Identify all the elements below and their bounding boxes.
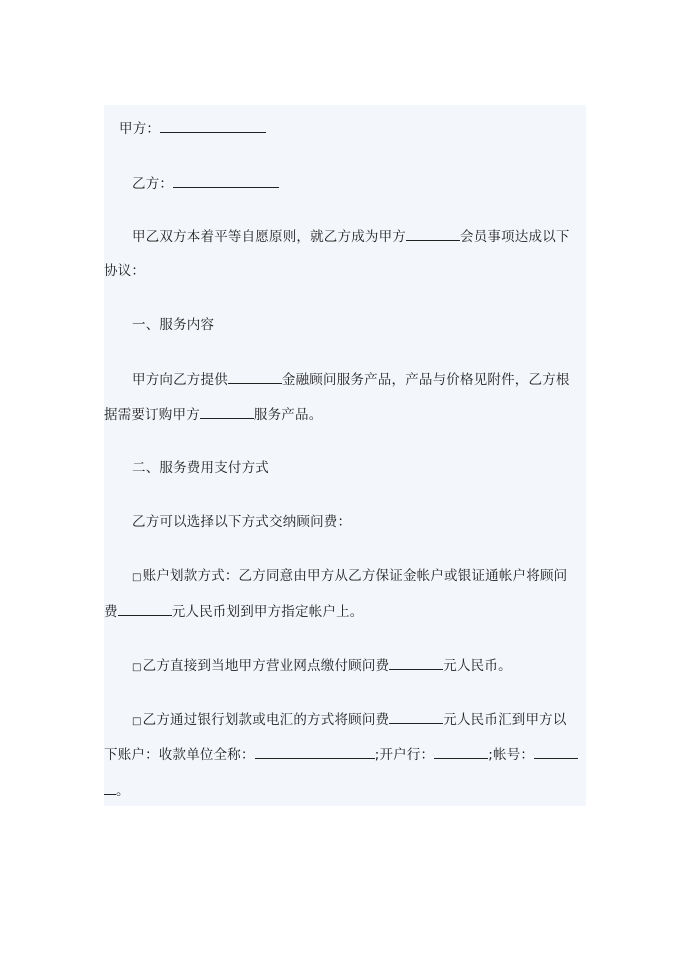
section-1-para-line-1	[132, 370, 570, 389]
section-1-heading	[132, 316, 214, 334]
section-2-lead	[132, 513, 351, 531]
para-text: 乙方可以选择以下方式交纳顾问费：	[132, 514, 352, 530]
para-text: 据需要订购甲方	[104, 407, 200, 423]
option-1-line-2	[104, 602, 364, 621]
party-b-blank	[173, 174, 279, 188]
option-2-line	[132, 656, 512, 677]
section-2-heading	[132, 459, 269, 477]
checkbox-icon: □	[132, 662, 142, 673]
option-3-line-3	[104, 781, 130, 800]
intro-line-1	[132, 227, 570, 246]
service-blank	[228, 370, 282, 384]
intro-line-2	[104, 262, 145, 280]
product-blank	[200, 405, 254, 419]
party-b-label: 乙方：	[132, 176, 174, 192]
para-text: 甲方向乙方提供	[132, 372, 228, 388]
intro-text-end: 协议：	[104, 263, 146, 279]
option-text: 账户划款方式：乙方同意由甲方从乙方保证金帐户或银证通帐户将顾问	[142, 568, 568, 584]
payee-name-blank	[255, 745, 375, 759]
fee-amount-blank	[389, 656, 443, 670]
party-a-label: 甲方：	[119, 121, 161, 137]
option-text: 下账户：收款单位全称：	[104, 747, 255, 763]
option-1-line-1	[132, 567, 567, 587]
section-heading: 一、服务内容	[132, 317, 215, 333]
intro-text: 甲乙双方本着平等自愿原则，就乙方成为甲方	[132, 229, 406, 245]
bank-blank	[434, 745, 488, 759]
option-text: 乙方直接到当地甲方营业网点缴付顾问费	[142, 658, 390, 674]
section-1-para-line-2	[104, 405, 322, 424]
account-blank	[534, 745, 578, 759]
checkbox-icon: □	[132, 716, 142, 727]
party-a-line	[119, 119, 266, 138]
option-3-line-2	[104, 745, 578, 764]
section-heading: 二、服务费用支付方式	[132, 460, 269, 476]
option-text: 费	[104, 604, 118, 620]
option-3-line-1	[132, 710, 567, 731]
party-b-line	[132, 174, 279, 193]
option-text: 乙方通过银行划款或电汇的方式将顾问费	[142, 712, 390, 728]
membership-blank	[406, 227, 460, 241]
option-text-bank: ;开户行：	[374, 747, 435, 763]
fee-amount-blank	[118, 602, 172, 616]
option-text-cont: 元人民币汇到甲方以	[443, 712, 567, 728]
para-text-cont: 金融顾问服务产品，产品与价格见附件，乙方根	[281, 372, 570, 388]
account-blank-cont	[104, 781, 116, 795]
intro-text-cont: 会员事项达成以下	[460, 229, 570, 245]
document-page	[104, 105, 586, 806]
fee-amount-blank	[389, 710, 443, 724]
option-text-account: ;帐号：	[488, 747, 535, 763]
option-text-cont: 元人民币划到甲方指定帐户上。	[171, 604, 364, 620]
checkbox-icon: □	[132, 572, 142, 583]
para-text-cont: 服务产品。	[253, 407, 323, 423]
option-text-end: 。	[116, 783, 130, 799]
option-text-cont: 元人民币。	[443, 658, 512, 674]
party-a-blank	[160, 119, 266, 133]
